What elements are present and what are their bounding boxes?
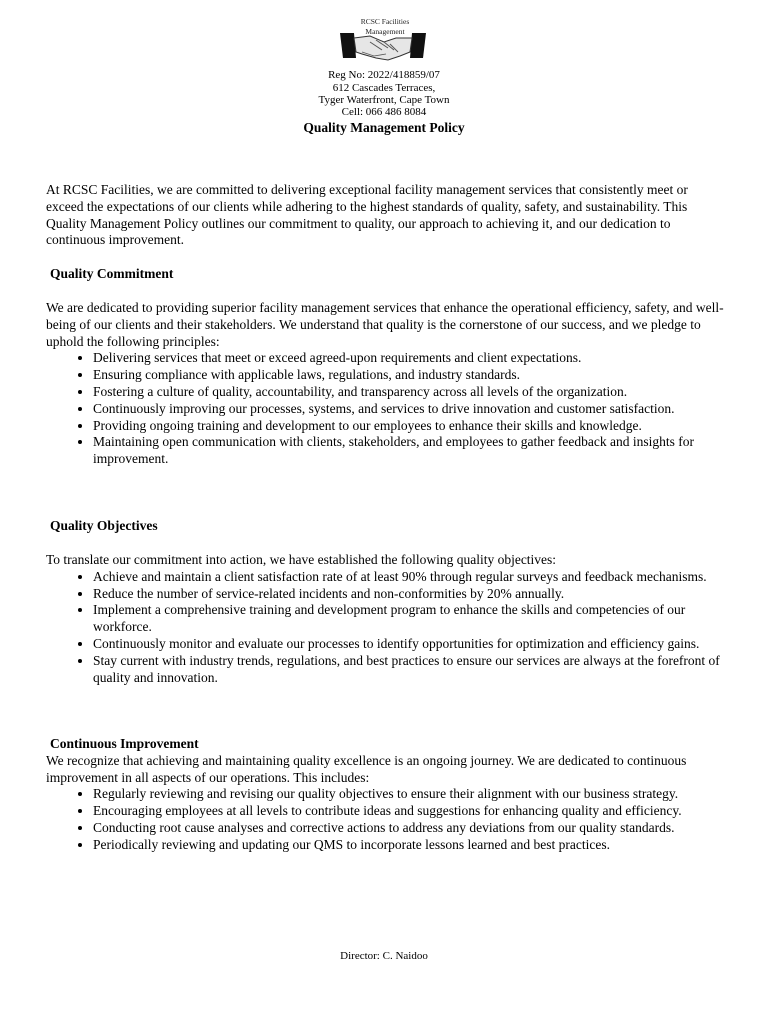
list-item: • Maintaining open communication with clients, stakeholders, and employees to gather feedback and insights for improvement. [93, 434, 726, 468]
quality-commitment-heading: Quality Commitment [50, 266, 174, 281]
list-item: • Continuously improving our processes, systems, and services to drive innovation and customer satisfaction. [93, 401, 726, 418]
quality-objectives-heading-block [46, 518, 726, 535]
quality-commitment-heading-block [46, 266, 726, 283]
logo-subtitle: Management [365, 27, 405, 36]
quality-commitment-list [46, 350, 726, 468]
list-item: • Providing ongoing training and development to our employees to enhance their skills and knowledge. [93, 418, 726, 435]
continuous-improvement-section [46, 736, 726, 854]
quality-objectives-heading: Quality Objectives [50, 518, 158, 533]
quality-objectives-section [46, 552, 726, 686]
list-item: • Fostering a culture of quality, accountability, and transparency across all levels of the organization. [93, 384, 726, 401]
list-item: • Conducting root cause analyses and corrective actions to address any deviations from our quality standards. [93, 820, 726, 837]
quality-commitment-intro: We are dedicated to providing superior facility management services that enhance the operational efficiency, safety, and well-being of our clients and their stakeholders. We understand that quality is the cornerstone of our success, and we pledge to uphold the following principles: [46, 300, 724, 349]
list-item: • Reduce the number of service-related incidents and non-conformities by 20% annually. [93, 586, 726, 603]
intro-paragraph: At RCSC Facilities, we are committed to delivering exceptional facility management services that consistently meet or exceed the expectations of our clients while adhering to the highest standards of quality, safety, and sustainability. This Quality Management Policy outlines our commitment to quality, our approach to achieving it, and our dedication to continuous improvement. [46, 182, 688, 248]
list-item: • Implement a comprehensive training and development program to enhance the skills and competencies of our workforce. [93, 602, 726, 636]
director-signature: Director: C. Naidoo [340, 950, 428, 962]
logo-name: RCSC Facilities [360, 17, 410, 26]
quality-objectives-intro: To translate our commitment into action, we have established the following quality objectives: [46, 552, 557, 567]
address-line-2: Tyger Waterfront, Cape Town [318, 94, 450, 106]
continuous-improvement-list [46, 786, 726, 853]
list-item: • Periodically reviewing and updating our QMS to incorporate lessons learned and best practices. [93, 837, 726, 854]
address-line-1: 612 Cascades Terraces, [332, 82, 436, 94]
continuous-improvement-heading: Continuous Improvement [50, 736, 199, 751]
document-title: Quality Management Policy [303, 120, 465, 135]
continuous-improvement-intro: We recognize that achieving and maintaining quality excellence is an ongoing journey. We are dedicated to continuous improvement in all aspects of our operations. This includes: [46, 752, 687, 785]
registration-number: Reg No: 2022/418859/07 [328, 69, 440, 81]
list-item: • Encouraging employees at all levels to contribute ideas and suggestions for enhancing quality and efficiency. [93, 803, 726, 820]
list-item: • Achieve and maintain a client satisfaction rate of at least 90% through regular surveys and feedback mechanisms. [93, 569, 726, 586]
intro-section [46, 182, 726, 249]
list-item: • Regularly reviewing and revising our quality objectives to ensure their alignment with our business strategy. [93, 786, 726, 803]
list-item: • Continuously monitor and evaluate our processes to identify opportunities for optimization and efficiency gains. [93, 636, 726, 653]
quality-objectives-list [46, 569, 726, 687]
list-item: • Stay current with industry trends, regulations, and best practices to ensure our services are always at the forefront of quality and innovation. [93, 653, 726, 687]
quality-commitment-section [46, 300, 726, 468]
cell-number: Cell: 066 486 8084 [341, 106, 427, 118]
list-item: • Delivering services that meet or exceed agreed-upon requirements and client expectations. [93, 350, 726, 367]
list-item: • Ensuring compliance with applicable laws, regulations, and industry standards. [93, 367, 726, 384]
handshake-icon [340, 30, 426, 62]
